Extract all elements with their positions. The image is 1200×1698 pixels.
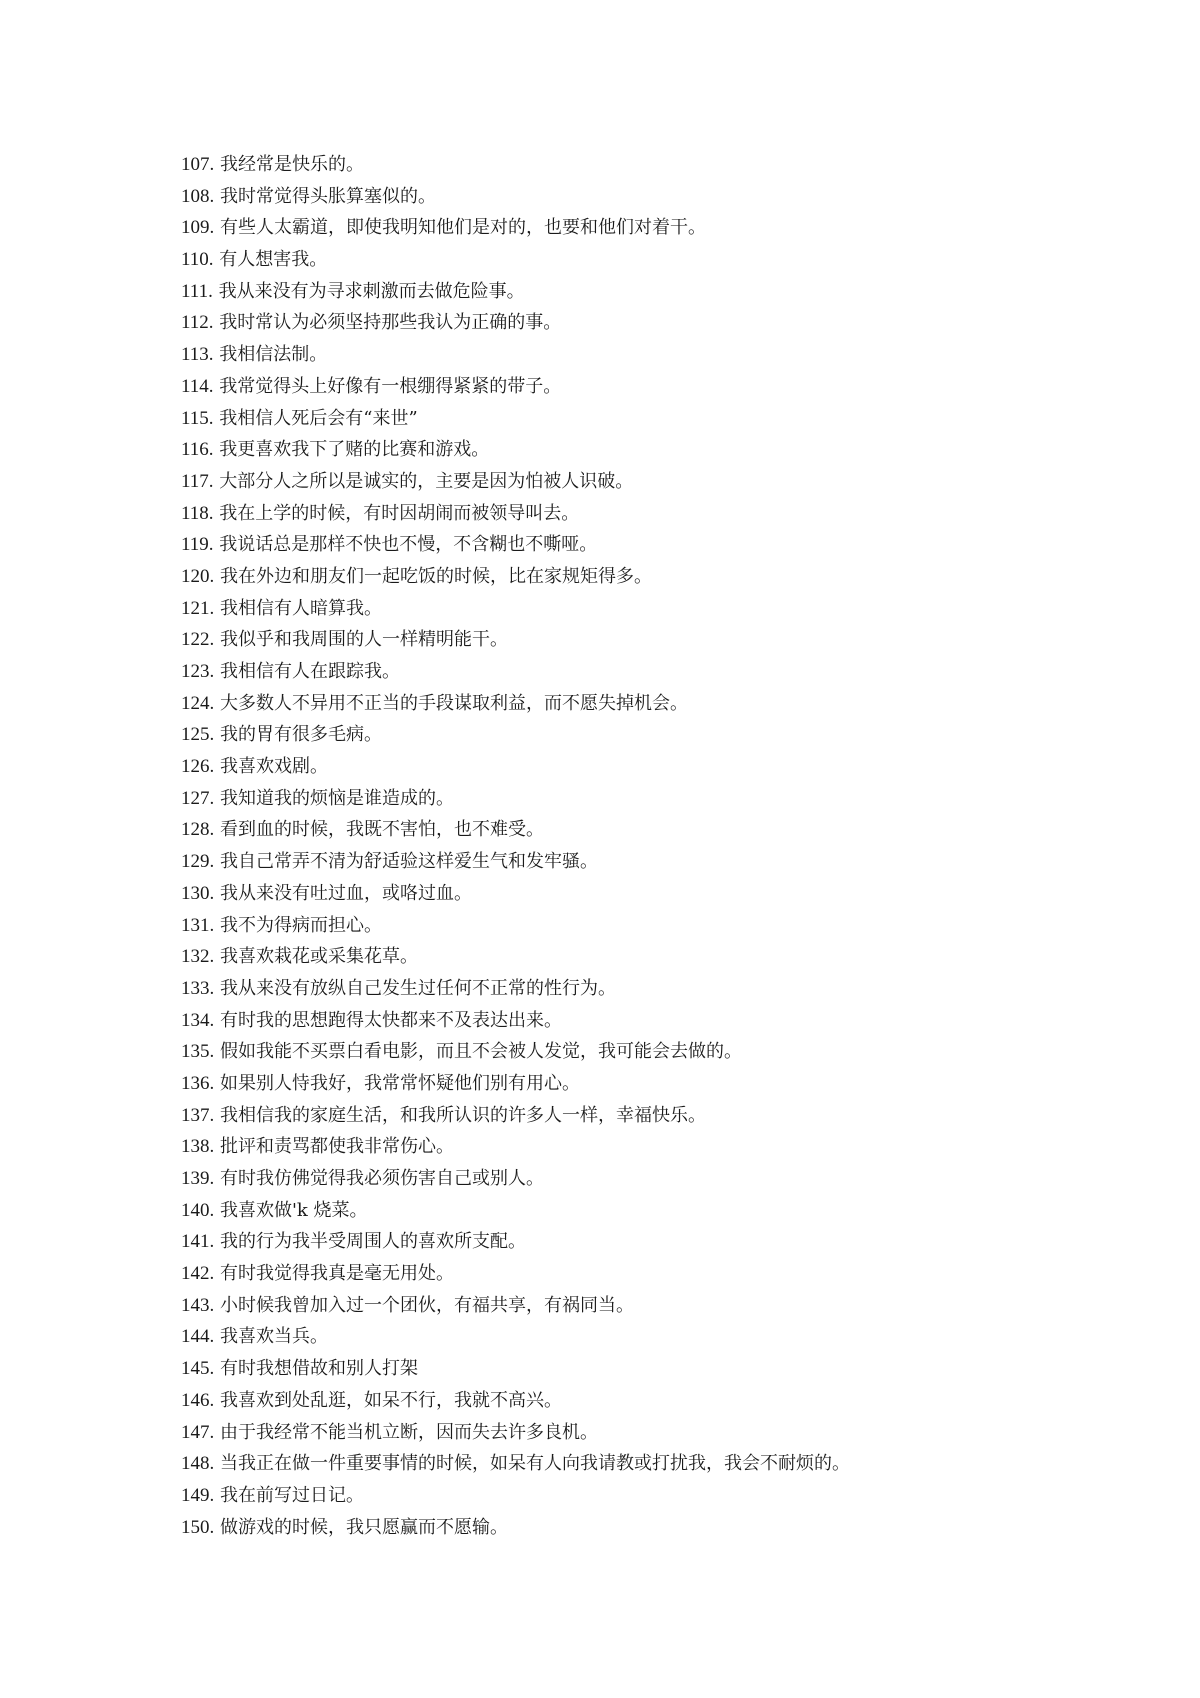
question-number: 130.	[181, 882, 215, 904]
question-number: 132.	[181, 946, 215, 968]
question-text: 有人想害我。	[219, 249, 328, 271]
question-number: 109.	[181, 217, 215, 239]
question-number: 149.	[181, 1484, 215, 1506]
question-number: 123.	[181, 661, 215, 682]
question-number: 147.	[181, 1421, 215, 1443]
question-number: 139.	[181, 1168, 215, 1189]
questionnaire-item-list	[181, 149, 1171, 1543]
question-text: 我喜欢戏剧。	[219, 756, 328, 778]
question-number: 124.	[181, 692, 215, 714]
question-item	[181, 498, 1171, 530]
question-text: 我不为得病而担心。	[219, 914, 382, 936]
question-number: 129.	[181, 851, 215, 873]
question-item	[181, 1100, 1171, 1132]
question-text: 我时常认为必须坚持那些我认为正确的事。	[219, 312, 562, 334]
question-item	[181, 656, 1171, 688]
question-text: 我在前写过日记。	[219, 1484, 364, 1506]
question-item	[181, 593, 1171, 625]
question-text: 我从来没有放纵自己发生过任何不正常的性行为。	[219, 977, 616, 999]
question-text: 我自己常弄不清为舒适验这样爱生气和发牢骚。	[219, 851, 598, 873]
question-item	[181, 910, 1171, 942]
question-text: 由于我经常不能当机立断，因而失去许多良机。	[219, 1421, 598, 1443]
question-text: 我更喜欢我下了赌的比赛和游戏。	[219, 439, 490, 461]
question-number: 118.	[181, 502, 214, 524]
question-text: 我的行为我半受周围人的喜欢所支配。	[219, 1231, 526, 1253]
question-item	[181, 403, 1171, 435]
question-text: 有时我想借故和别人打架	[219, 1358, 418, 1380]
question-item	[181, 688, 1171, 720]
question-number: 140.	[181, 1199, 215, 1221]
question-item	[181, 371, 1171, 403]
question-item	[181, 307, 1171, 339]
question-number: 114.	[181, 375, 214, 397]
question-text: 我相信有人暗算我。	[219, 597, 382, 619]
question-item	[181, 1068, 1171, 1100]
question-item	[181, 814, 1171, 846]
question-item	[181, 212, 1171, 244]
question-text: 做游戏的时候，我只愿赢而不愿输。	[219, 1516, 508, 1538]
question-number: 117.	[181, 470, 214, 492]
question-text: 我相信人死后会有“来世”	[219, 407, 418, 429]
question-number: 143.	[181, 1294, 215, 1316]
question-item	[181, 1036, 1171, 1068]
question-item	[181, 1290, 1171, 1322]
question-number: 128.	[181, 819, 215, 841]
question-number: 136.	[181, 1072, 215, 1094]
question-item	[181, 1385, 1171, 1417]
question-item	[181, 561, 1171, 593]
question-text: 假如我能不买票白看电影，而且不会被人发觉，我可能会去做的。	[219, 1041, 742, 1063]
question-number: 122.	[181, 629, 215, 651]
question-number: 134.	[181, 1009, 215, 1031]
question-number: 126.	[181, 756, 215, 778]
question-item	[181, 941, 1171, 973]
question-item	[181, 434, 1171, 466]
question-text: 我似乎和我周围的人一样精明能干。	[219, 629, 508, 651]
question-number: 141.	[181, 1231, 215, 1253]
question-number: 150.	[181, 1516, 215, 1538]
question-text: 我说话总是那样不快也不慢，不含糊也不嘶哑。	[219, 534, 598, 556]
question-text: 当我正在做一件重要事情的时候，如呆有人向我请教或打扰我，我会不耐烦的。	[219, 1453, 850, 1475]
question-number: 127.	[181, 787, 215, 809]
question-item	[181, 1448, 1171, 1480]
question-number: 116.	[181, 439, 214, 461]
question-item	[181, 719, 1171, 751]
question-text: 有时我仿佛觉得我必须伤害自己或别人。	[219, 1168, 544, 1189]
question-item	[181, 1163, 1171, 1195]
question-text: 我喜欢栽花或采集花草。	[219, 946, 418, 968]
question-text: 我从来没有为寻求刺激而去做危险事。	[218, 280, 525, 302]
question-number: 121.	[181, 597, 215, 619]
question-text: 我相信有人在跟踪我。	[219, 661, 400, 682]
question-item	[181, 339, 1171, 371]
question-text: 我时常觉得头胀算塞似的。	[219, 185, 436, 207]
question-number: 115.	[181, 407, 214, 429]
question-number: 135.	[181, 1041, 215, 1063]
question-number: 108.	[181, 185, 215, 207]
question-item	[181, 878, 1171, 910]
question-item	[181, 529, 1171, 561]
question-text: 小时候我曾加入过一个团伙，有福共享，有祸同当。	[219, 1294, 634, 1316]
question-item	[181, 466, 1171, 498]
question-text: 我的胃有很多毛病。	[219, 724, 382, 746]
question-text: 我喜欢做'k 烧菜。	[219, 1199, 368, 1221]
question-text: 我相信我的家庭生活，和我所认识的许多人一样，幸福快乐。	[219, 1104, 706, 1126]
question-text: 大部分人之所以是诚实的，主要是因为怕被人识破。	[219, 470, 634, 492]
question-item	[181, 1353, 1171, 1385]
question-number: 146.	[181, 1389, 215, 1411]
question-item	[181, 1226, 1171, 1258]
question-item	[181, 1195, 1171, 1227]
question-number: 112.	[181, 312, 214, 334]
question-number: 144.	[181, 1326, 215, 1348]
question-text: 我喜欢当兵。	[219, 1326, 328, 1348]
question-number: 120.	[181, 565, 215, 587]
question-number: 119.	[181, 534, 214, 556]
question-text: 我在上学的时候，有时因胡闹而被领导叫去。	[219, 502, 580, 524]
question-number: 107.	[181, 154, 215, 175]
question-item	[181, 1258, 1171, 1290]
question-text: 我喜欢到处乱逛，如呆不行，我就不高兴。	[219, 1389, 562, 1411]
question-item	[181, 181, 1171, 213]
question-number: 138.	[181, 1136, 215, 1158]
question-text: 有时我觉得我真是毫无用处。	[219, 1263, 454, 1285]
question-item	[181, 1512, 1171, 1544]
question-number: 142.	[181, 1263, 215, 1285]
question-number: 148.	[181, 1453, 215, 1475]
question-text: 看到血的时候，我既不害怕，也不难受。	[219, 819, 544, 841]
question-text: 如果别人恃我好，我常常怀疑他们别有用心。	[219, 1072, 580, 1094]
question-item	[181, 624, 1171, 656]
question-text: 大多数人不异用不正当的手段谋取利益，而不愿失掉机会。	[219, 692, 688, 714]
question-text: 我相信法制。	[219, 344, 328, 366]
question-number: 111.	[181, 280, 213, 302]
question-text: 批评和责骂都使我非常伤心。	[219, 1136, 454, 1158]
question-number: 125.	[181, 724, 215, 746]
question-number: 133.	[181, 977, 215, 999]
question-text: 我在外边和朋友们一起吃饭的时候，比在家规矩得多。	[219, 565, 652, 587]
question-number: 110.	[181, 249, 214, 271]
question-item	[181, 1417, 1171, 1449]
question-item	[181, 244, 1171, 276]
question-item	[181, 1480, 1171, 1512]
question-text: 我知道我的烦恼是谁造成的。	[219, 787, 454, 809]
question-number: 113.	[181, 344, 214, 366]
question-text: 我从来没有吐过血，或咯过血。	[219, 882, 472, 904]
question-item	[181, 846, 1171, 878]
question-item	[181, 1321, 1171, 1353]
question-text: 有时我的思想跑得太快都来不及表达出来。	[219, 1009, 562, 1031]
question-item	[181, 783, 1171, 815]
question-number: 145.	[181, 1358, 215, 1380]
question-number: 137.	[181, 1104, 215, 1126]
question-item	[181, 751, 1171, 783]
question-item	[181, 1005, 1171, 1037]
question-text: 有些人太霸道，即使我明知他们是对的，也要和他们对着干。	[219, 217, 706, 239]
question-item	[181, 973, 1171, 1005]
question-item	[181, 276, 1171, 308]
question-text: 我经常是快乐的。	[219, 154, 364, 175]
question-item	[181, 149, 1171, 181]
question-item	[181, 1131, 1171, 1163]
question-number: 131.	[181, 914, 215, 936]
question-text: 我常觉得头上好像有一根绷得紧紧的带子。	[219, 375, 562, 397]
